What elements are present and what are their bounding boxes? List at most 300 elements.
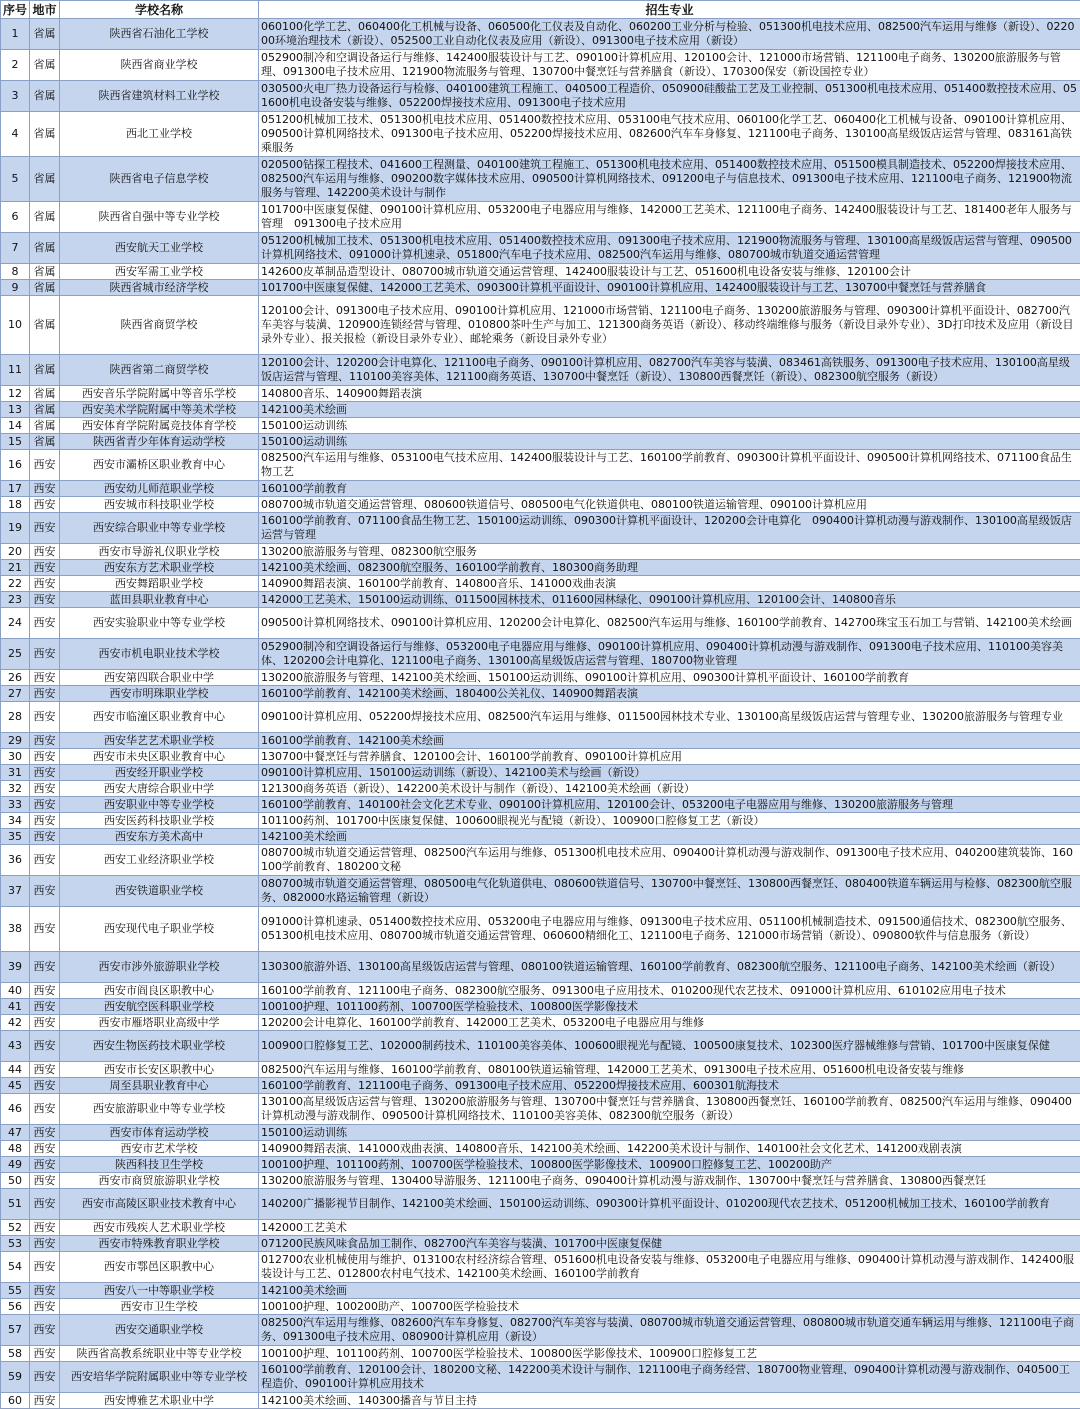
row-school-name: 西安市机电职业技术学校 [60, 639, 259, 670]
table-row [1, 481, 1080, 497]
row-majors: 121300商务英语（新设）、142200美术设计与制作（新设）、142100美术绘画（新设） [259, 781, 1080, 797]
row-school-name: 西安市艺术学校 [60, 1141, 259, 1157]
row-region: 西安 [30, 1220, 60, 1236]
row-majors: 142100美术绘画 [259, 1283, 1080, 1299]
table-row [1, 1220, 1080, 1236]
row-region: 省属 [30, 355, 60, 386]
row-region: 西安 [30, 1062, 60, 1078]
row-region: 西安 [30, 952, 60, 983]
row-majors: 160100学前教育、121100电子商务、082300航空服务、091300电子应用技术、010200现代农艺技术、091000计算机应用、610102应用电子技术 [259, 983, 1080, 999]
table-row [1, 1393, 1080, 1409]
row-majors: 100100护理、101100药剂、100700医学检验技术、100800医学影像技术、100900口腔修复工艺 [259, 1346, 1080, 1362]
row-majors: 160100学前教育、120100会计、180200文秘、142200美术设计与制作、121100电子商务经营、180700物业管理、090400计算机动漫与游戏制作、040500工程造价、090100计算机应用技术 [259, 1362, 1080, 1393]
row-index: 21 [1, 560, 30, 576]
row-region: 西安 [30, 592, 60, 608]
row-school-name: 西安体育学院附属竞技体育学校 [60, 418, 259, 434]
row-school-name: 西安医药科技职业学校 [60, 813, 259, 829]
row-region: 省属 [30, 264, 60, 280]
row-region: 西安 [30, 450, 60, 481]
row-index: 23 [1, 592, 30, 608]
row-school-name: 陕西省商贸学校 [60, 296, 259, 355]
row-index: 55 [1, 1283, 30, 1299]
row-majors: 142600皮革制品造型设计、080700城市轨道交通运营管理、142400服装设计与工艺、051600机电设备安装与维修、120100会计 [259, 264, 1080, 280]
table-row [1, 418, 1080, 434]
row-index: 54 [1, 1252, 30, 1283]
row-school-name: 西安实验职业中等专业学校 [60, 608, 259, 639]
table-row [1, 797, 1080, 813]
row-region: 西安 [30, 670, 60, 686]
row-majors: 130100高星级饭店运营与管理、130200旅游服务与管理、130700中餐烹饪与营养膳食、130800西餐烹饪、160100学前教育、082500汽车运用与维修、090400计算机动漫与游戏制作、090500计算机网络技术、110100美容美体、082300航空服务（新设） [259, 1094, 1080, 1125]
table-row [1, 1094, 1080, 1125]
row-school-name: 西安舞蹈职业学校 [60, 576, 259, 592]
row-majors: 160100学前教育、071100食品生物工艺、150100运动训练、090300计算机平面设计、120200会计电算化 090400计算机动漫与游戏制作、130100高星级饭店运营与管理 [259, 513, 1080, 544]
row-region: 西安 [30, 1252, 60, 1283]
row-index: 13 [1, 402, 30, 418]
row-index: 28 [1, 702, 30, 733]
row-school-name: 陕西省第二商贸学校 [60, 355, 259, 386]
table-row [1, 845, 1080, 876]
table-row [1, 1362, 1080, 1393]
table-row [1, 19, 1080, 50]
row-index: 30 [1, 749, 30, 765]
row-index: 45 [1, 1078, 30, 1094]
header-school-name: 学校名称 [60, 1, 259, 19]
header-index: 序号 [1, 1, 30, 19]
row-region: 省属 [30, 434, 60, 450]
row-region: 省属 [30, 296, 60, 355]
row-region: 西安 [30, 608, 60, 639]
table-row [1, 592, 1080, 608]
row-school-name: 西安市灞桥区职业教育中心 [60, 450, 259, 481]
row-region: 西安 [30, 1078, 60, 1094]
row-school-name: 西安市临潼区职业教育中心 [60, 702, 259, 733]
table-row [1, 450, 1080, 481]
row-index: 60 [1, 1393, 30, 1409]
row-school-name: 西安旅游职业中等专业学校 [60, 1094, 259, 1125]
table-row [1, 355, 1080, 386]
row-school-name: 西安市残疾人艺术职业学校 [60, 1220, 259, 1236]
table-row [1, 829, 1080, 845]
row-majors: 120100会计、120200会计电算化、121100电子商务、090100计算机应用、082700汽车美容与装潢、083461高铁服务、091300电子技术应用、130100高星级饭店运营与管理、110100美容美体、121100商务英语、130700中餐烹饪（新设）、130800西餐烹饪（新设）、082300航空服务（新设） [259, 355, 1080, 386]
row-index: 22 [1, 576, 30, 592]
row-region: 西安 [30, 765, 60, 781]
row-region: 省属 [30, 112, 60, 157]
table-row [1, 1078, 1080, 1094]
row-region: 西安 [30, 1015, 60, 1031]
row-school-name: 陕西省建筑材料工业学校 [60, 81, 259, 112]
row-region: 西安 [30, 497, 60, 513]
row-school-name: 西安八一中等职业学校 [60, 1283, 259, 1299]
table-row [1, 749, 1080, 765]
row-majors: 082500汽车运用与维修、082600汽车车身修复、082700汽车美容与装潢、080700城市轨道交通运营管理、080800城市轨道交通车辆运用与维修、121100电子商务、091300电子技术应用、080900计算机应用（新设） [259, 1315, 1080, 1346]
row-majors: 150100运动训练 [259, 418, 1080, 434]
row-school-name: 西安市体育运动学校 [60, 1125, 259, 1141]
row-school-name: 西北工业学校 [60, 112, 259, 157]
row-school-name: 西安市长安区职教中心 [60, 1062, 259, 1078]
row-majors: 101700中医康复保健、142000工艺美术、090300计算机平面设计、090100计算机应用、142400服装设计与工艺、130700中餐烹饪与营养膳食 [259, 280, 1080, 296]
row-region: 西安 [30, 907, 60, 952]
row-school-name: 西安幼儿师范职业学校 [60, 481, 259, 497]
row-index: 15 [1, 434, 30, 450]
row-index: 29 [1, 733, 30, 749]
row-index: 58 [1, 1346, 30, 1362]
row-index: 8 [1, 264, 30, 280]
table-row [1, 733, 1080, 749]
table-row [1, 813, 1080, 829]
row-index: 38 [1, 907, 30, 952]
row-majors: 160100学前教育、121100电子商务、091300电子技术应用、052200焊接技术应用、600301航海技术 [259, 1078, 1080, 1094]
row-index: 27 [1, 686, 30, 702]
table-row [1, 386, 1080, 402]
row-region: 西安 [30, 1299, 60, 1315]
row-region: 西安 [30, 781, 60, 797]
row-index: 2 [1, 50, 30, 81]
row-school-name: 西安城市科技职业学校 [60, 497, 259, 513]
row-school-name: 西安生物医药技术职业学校 [60, 1031, 259, 1062]
row-majors: 090100计算机应用、052200焊接技术应用、082500汽车运用与维修、011500园林技术专业、130100高星级饭店运营与管理专业、130200旅游服务与管理专业 [259, 702, 1080, 733]
table-row [1, 1157, 1080, 1173]
row-school-name: 西安培华学院附属职业中等专业学校 [60, 1362, 259, 1393]
row-school-name: 陕西省自强中等专业学校 [60, 202, 259, 233]
row-index: 36 [1, 845, 30, 876]
row-school-name: 陕西科技卫生学校 [60, 1157, 259, 1173]
table-row [1, 876, 1080, 907]
row-school-name: 西安市雁塔职业高级中学 [60, 1015, 259, 1031]
table-row [1, 1299, 1080, 1315]
row-majors: 090500计算机网络技术、090100计算机应用、120200会计电算化、082500汽车运用与维修、160100学前教育、142700珠宝玉石加工与营销、142100美术绘画 [259, 608, 1080, 639]
row-majors: 142100美术绘画 [259, 402, 1080, 418]
row-majors: 100100护理、101100药剂、100700医学检验技术、100800医学影像技术 [259, 999, 1080, 1015]
row-index: 39 [1, 952, 30, 983]
row-index: 5 [1, 157, 30, 202]
row-majors: 160100学前教育 [259, 481, 1080, 497]
row-region: 西安 [30, 481, 60, 497]
row-region: 西安 [30, 639, 60, 670]
row-school-name: 陕西省石油化工学校 [60, 19, 259, 50]
row-majors: 140800音乐、140900舞蹈表演 [259, 386, 1080, 402]
row-index: 18 [1, 497, 30, 513]
row-school-name: 西安市商贸旅游职业学校 [60, 1173, 259, 1189]
table-row [1, 112, 1080, 157]
row-region: 西安 [30, 1031, 60, 1062]
row-school-name: 西安经开职业学校 [60, 765, 259, 781]
row-majors: 052900制冷和空调设备运行与维修、142400服装设计与工艺、090100计算机应用、120100会计、121000市场营销、121100电子商务、130200旅游服务与管理、091300电子技术应用、121900物流服务与管理、130700中餐烹饪与营养膳食（新设）、170300保安（新设国控专业） [259, 50, 1080, 81]
row-index: 44 [1, 1062, 30, 1078]
row-school-name: 西安市鄠邑区职教中心 [60, 1252, 259, 1283]
row-index: 47 [1, 1125, 30, 1141]
row-region: 西安 [30, 813, 60, 829]
row-majors: 142100美术绘画 [259, 829, 1080, 845]
row-majors: 051200机械加工技术、051300机电技术应用、051400数控技术应用、091300电子技术应用、121900物流服务与管理、130100高星级饭店运营与管理、090500计算机网络技术、091000计算机速录、051800汽车电子技术应用、082500汽车运用与维修、080700城市轨道交通运营管理 [259, 233, 1080, 264]
row-index: 16 [1, 450, 30, 481]
row-region: 西安 [30, 1173, 60, 1189]
row-school-name: 周至县职业教育中心 [60, 1078, 259, 1094]
row-index: 32 [1, 781, 30, 797]
row-majors: 100100护理、100200助产、100700医学检验技术 [259, 1299, 1080, 1315]
row-majors: 142000工艺美术、150100运动训练、011500园林技术、011600园林绿化、090100计算机应用、120100会计、140800音乐 [259, 592, 1080, 608]
table-row [1, 402, 1080, 418]
row-index: 48 [1, 1141, 30, 1157]
table-row [1, 702, 1080, 733]
row-majors: 140900舞蹈表演、160100学前教育、140800音乐、141000戏曲表演 [259, 576, 1080, 592]
row-majors: 101700中医康复保健、090100计算机应用、053200电子电器应用与维修、142000工艺美术、121100电子商务、142400服装设计与工艺、181400老年人服务与管理 091300电子技术应用 [259, 202, 1080, 233]
row-majors: 160100学前教育、142100美术绘画、180400公关礼仪、140900舞蹈表演 [259, 686, 1080, 702]
row-index: 33 [1, 797, 30, 813]
row-region: 省属 [30, 280, 60, 296]
row-index: 41 [1, 999, 30, 1015]
table-row [1, 1236, 1080, 1252]
row-region: 省属 [30, 157, 60, 202]
row-region: 西安 [30, 749, 60, 765]
row-majors: 150100运动训练 [259, 1125, 1080, 1141]
table-row [1, 670, 1080, 686]
table-row [1, 781, 1080, 797]
row-majors: 120100会计、091300电子技术应用、090100计算机应用、121000市场营销、121100电子商务、130200旅游服务与管理、090300计算机平面设计、082700汽车美容与装潢、120900连锁经营与管理、010800茶叶生产与加工、121300商务英语（新设）、移动终端维修与服务（新设目录外专业）、3D打印技术及应用（新设目录外专业）、报关报检（新设目录外专业）、邮轮乘务（新设目录外专业） [259, 296, 1080, 355]
row-index: 6 [1, 202, 30, 233]
row-region: 西安 [30, 797, 60, 813]
row-school-name: 西安铁道职业学校 [60, 876, 259, 907]
row-index: 14 [1, 418, 30, 434]
row-school-name: 陕西省商业学校 [60, 50, 259, 81]
row-index: 9 [1, 280, 30, 296]
row-index: 50 [1, 1173, 30, 1189]
row-index: 57 [1, 1315, 30, 1346]
row-region: 西安 [30, 845, 60, 876]
table-row [1, 952, 1080, 983]
table-row [1, 999, 1080, 1015]
table-row [1, 1062, 1080, 1078]
row-region: 省属 [30, 418, 60, 434]
table-row [1, 544, 1080, 560]
table-row [1, 560, 1080, 576]
row-school-name: 陕西省电子信息学校 [60, 157, 259, 202]
row-index: 40 [1, 983, 30, 999]
row-index: 42 [1, 1015, 30, 1031]
row-majors: 082500汽车运用与维修、053100电气技术应用、142400服装设计与工艺、160100学前教育、090300计算机平面设计、090500计算机网络技术、071100食品生物工艺 [259, 450, 1080, 481]
row-majors: 060100化学工艺、060400化工机械与设备、060500化工仪表及自动化、060200工业分析与检验、051300机电技术应用、082500汽车运用与维修（新设）、022000环境治理技术（新设）、052500工业自动化仪表及应用（新设）、091300电子技术应用（新设） [259, 19, 1080, 50]
row-region: 西安 [30, 1125, 60, 1141]
row-index: 59 [1, 1362, 30, 1393]
row-school-name: 西安市高陵区职业技术教育中心 [60, 1189, 259, 1220]
row-region: 西安 [30, 576, 60, 592]
row-school-name: 西安军需工业学校 [60, 264, 259, 280]
row-region: 西安 [30, 560, 60, 576]
table-row [1, 264, 1080, 280]
row-index: 19 [1, 513, 30, 544]
table-row [1, 1283, 1080, 1299]
table-row [1, 1252, 1080, 1283]
row-school-name: 蓝田县职业教育中心 [60, 592, 259, 608]
row-region: 西安 [30, 1141, 60, 1157]
table-row [1, 608, 1080, 639]
row-index: 25 [1, 639, 30, 670]
row-majors: 080700城市轨道交通运营管理、080500电气化轨道供电、080600铁道信号、130700中餐烹饪、130800西餐烹饪、080400铁道车辆运用与检修、082300航空服务、082000水路运输管理（新设） [259, 876, 1080, 907]
row-school-name: 西安大唐综合职业中学 [60, 781, 259, 797]
row-school-name: 西安东方艺术职业学校 [60, 560, 259, 576]
row-index: 20 [1, 544, 30, 560]
row-school-name: 西安市未央区职业教育中心 [60, 749, 259, 765]
row-index: 11 [1, 355, 30, 386]
table-row [1, 1315, 1080, 1346]
row-majors: 130200旅游服务与管理、142100美术绘画、150100运动训练、090100计算机应用、090300计算机平面设计、160100学前教育 [259, 670, 1080, 686]
row-region: 西安 [30, 1189, 60, 1220]
row-index: 49 [1, 1157, 30, 1173]
table-row [1, 1031, 1080, 1062]
row-majors: 130200旅游服务与管理、082300航空服务 [259, 544, 1080, 560]
table-row [1, 1141, 1080, 1157]
table-row [1, 81, 1080, 112]
row-region: 省属 [30, 402, 60, 418]
row-school-name: 西安市卫生学校 [60, 1299, 259, 1315]
row-index: 51 [1, 1189, 30, 1220]
row-index: 37 [1, 876, 30, 907]
row-majors: 030500火电厂热力设备运行与检修、040100建筑工程施工、040500工程造价、050900硅酸盐工艺及工业控制、051300机电技术应用、051400数控技术应用、051600机电设备安装与维修、052200焊接技术应用、091300电子技术应用 [259, 81, 1080, 112]
row-school-name: 西安市明珠职业学校 [60, 686, 259, 702]
row-region: 省属 [30, 81, 60, 112]
row-region: 西安 [30, 1393, 60, 1409]
row-majors: 051200机械加工技术、051300机电技术应用、051400数控技术应用、053100电气技术应用、060100化学工艺、060400化工机械与设备、090100计算机应用、090500计算机网络技术、091300电子技术应用、052200焊接技术应用、082600汽车车身修复、121100电子商务、130100高星级饭店运营与管理、083161高铁乘服务 [259, 112, 1080, 157]
row-school-name: 西安博雅艺术职业中学 [60, 1393, 259, 1409]
row-region: 省属 [30, 386, 60, 402]
row-region: 西安 [30, 1157, 60, 1173]
table-row [1, 280, 1080, 296]
row-index: 26 [1, 670, 30, 686]
row-school-name: 陕西省城市经济学校 [60, 280, 259, 296]
row-school-name: 西安职业中等专业学校 [60, 797, 259, 813]
row-region: 西安 [30, 702, 60, 733]
row-school-name: 西安航空医科职业学校 [60, 999, 259, 1015]
row-index: 31 [1, 765, 30, 781]
row-region: 西安 [30, 1283, 60, 1299]
row-region: 西安 [30, 1346, 60, 1362]
row-region: 省属 [30, 202, 60, 233]
row-majors: 142100美术绘画、082300航空服务、160100学前教育、180300商务助理 [259, 560, 1080, 576]
row-index: 52 [1, 1220, 30, 1236]
row-majors: 101100药剂、101700中医康复保健、100600眼视光与配镜（新设）、100900口腔修复工艺（新设） [259, 813, 1080, 829]
row-region: 西安 [30, 733, 60, 749]
row-majors: 090100计算机应用、150100运动训练（新设）、142100美术与绘画（新设） [259, 765, 1080, 781]
row-index: 10 [1, 296, 30, 355]
row-majors: 160100学前教育、140100社会文化艺术专业、090100计算机应用、120100会计、053200电子电器应用与维修、130200旅游服务与管理 [259, 797, 1080, 813]
row-index: 34 [1, 813, 30, 829]
row-school-name: 西安交通职业学校 [60, 1315, 259, 1346]
row-school-name: 西安第四联合职业中学 [60, 670, 259, 686]
table-row [1, 1346, 1080, 1362]
row-region: 西安 [30, 999, 60, 1015]
row-majors: 012700农业机械使用与维护、013100农村经济综合管理、051600机电设备安装与维修、053200电子电器应用与维修、090400计算机动漫与游戏制作、142400服装设计与工艺、012800农村电气技术、142100美术绘画、160100学前教育 [259, 1252, 1080, 1283]
row-region: 西安 [30, 513, 60, 544]
row-majors: 130200旅游服务与管理、130400导游服务、121100电子商务、090400计算机动漫与游戏制作、130700中餐烹饪与营养膳食、130800西餐烹饪 [259, 1173, 1080, 1189]
row-index: 1 [1, 19, 30, 50]
row-majors: 130300旅游外语、130100高星级饭店运营与管理、080100铁道运输管理、160100学前教育、082300航空服务、121100电子商务、142100美术绘画（新设） [259, 952, 1080, 983]
table-row [1, 765, 1080, 781]
row-majors: 140900舞蹈表演、141000戏曲表演、140800音乐、142100美术绘画、142200美术设计与制作、140100社会文化艺术、141200戏剧表演 [259, 1141, 1080, 1157]
row-majors: 140200广播影视节目制作、142100美术绘画、150100运动训练、090300计算机平面设计、010200现代农艺技术、051200机械加工技术、160100学前教育 [259, 1189, 1080, 1220]
table-row [1, 202, 1080, 233]
row-school-name: 西安综合职业中等专业学校 [60, 513, 259, 544]
row-index: 43 [1, 1031, 30, 1062]
row-school-name: 西安现代电子职业学校 [60, 907, 259, 952]
row-majors: 142000工艺美术 [259, 1220, 1080, 1236]
row-school-name: 陕西省高教系统职业中等专业学校 [60, 1346, 259, 1362]
row-majors: 091000计算机速录、051400数控技术应用、053200电子电器应用与维修、091300电子技术应用、051100机械制造技术、091500通信技术、082300航空服务、051300机电技术应用、080700城市轨道交通运营管理、060600精细化工、121100电子商务、121000市场营销（新设）、090800软件与信息服务（新设） [259, 907, 1080, 952]
row-index: 12 [1, 386, 30, 402]
table-row [1, 907, 1080, 952]
row-region: 西安 [30, 1236, 60, 1252]
table-row [1, 434, 1080, 450]
row-majors: 130700中餐烹饪与营养膳食、120100会计、160100学前教育、090100计算机应用 [259, 749, 1080, 765]
row-majors: 120200会计电算化、160100学前教育、142000工艺美术、053200电子电器应用与维修 [259, 1015, 1080, 1031]
row-school-name: 陕西省青少年体育运动学校 [60, 434, 259, 450]
row-index: 46 [1, 1094, 30, 1125]
table-row [1, 576, 1080, 592]
row-school-name: 西安东方美术高中 [60, 829, 259, 845]
row-majors: 100100护理、101100药剂、100700医学检验技术、100800医学影像技术、100900口腔修复工艺、100200助产 [259, 1157, 1080, 1173]
row-majors: 142100美术绘画、140300播音与节目主持 [259, 1393, 1080, 1409]
table-row [1, 233, 1080, 264]
row-region: 西安 [30, 686, 60, 702]
row-region: 西安 [30, 876, 60, 907]
row-region: 省属 [30, 233, 60, 264]
row-region: 西安 [30, 1094, 60, 1125]
table-row [1, 1173, 1080, 1189]
row-index: 3 [1, 81, 30, 112]
table-row [1, 686, 1080, 702]
table-row [1, 157, 1080, 202]
row-index: 17 [1, 481, 30, 497]
row-index: 53 [1, 1236, 30, 1252]
table-row [1, 296, 1080, 355]
row-majors: 020500钻探工程技术、041600工程测量、040100建筑工程施工、051300机电技术应用、051400数控技术应用、051500模具制造技术、052200焊接技术应用、082500汽车运用与维修、090200数字媒体技术应用、090500计算机网络技术、091200电子与信息技术、091300电子技术应用、121100电子商务、121900物流服务与管理、142200美术设计与制作 [259, 157, 1080, 202]
row-school-name: 西安市阎良区职教中心 [60, 983, 259, 999]
table-row [1, 50, 1080, 81]
row-majors: 080700城市轨道交通运营管理、080600铁道信号、080500电气化铁道供电、080100铁道运输管理、090100计算机应用 [259, 497, 1080, 513]
row-index: 35 [1, 829, 30, 845]
row-region: 省属 [30, 50, 60, 81]
row-region: 省属 [30, 19, 60, 50]
table-row [1, 983, 1080, 999]
row-region: 西安 [30, 983, 60, 999]
table-row [1, 1189, 1080, 1220]
row-majors: 100900口腔修复工艺、102000制药技术、110100美容美体、100600眼视光与配镜、100500康复技术、102300医疗器械维修与营销、101700中医康复保健 [259, 1031, 1080, 1062]
row-school-name: 西安市特殊教育职业学校 [60, 1236, 259, 1252]
row-school-name: 西安华艺艺术职业学校 [60, 733, 259, 749]
row-school-name: 西安工业经济职业学校 [60, 845, 259, 876]
row-majors: 080700城市轨道交通运营管理、082500汽车运用与维修、051300机电技术应用、090400计算机动漫与游戏制作、091300电子技术应用、040200建筑装饰、160100学前教育、180200文秘 [259, 845, 1080, 876]
row-region: 西安 [30, 1315, 60, 1346]
header-majors: 招生专业 [259, 1, 1080, 19]
row-school-name: 西安市导游礼仪职业学校 [60, 544, 259, 560]
row-index: 4 [1, 112, 30, 157]
row-school-name: 西安美术学院附属中等美术学校 [60, 402, 259, 418]
row-region: 西安 [30, 544, 60, 560]
row-region: 西安 [30, 1362, 60, 1393]
row-majors: 160100学前教育、142100美术绘画 [259, 733, 1080, 749]
table-row [1, 1125, 1080, 1141]
table-row [1, 497, 1080, 513]
header-region: 地市 [30, 1, 60, 19]
row-school-name: 西安市涉外旅游职业学校 [60, 952, 259, 983]
row-school-name: 西安音乐学院附属中等音乐学校 [60, 386, 259, 402]
table-header-row [1, 1, 1080, 19]
row-school-name: 西安航天工业学校 [60, 233, 259, 264]
row-index: 24 [1, 608, 30, 639]
table-row [1, 513, 1080, 544]
row-majors: 052900制冷和空调设备运行与维修、053200电子电器应用与维修、090100计算机应用、090400计算机动漫与游戏制作、091300电子技术应用、110100美容美体、120200会计电算化、121100电子商务、130100高星级饭店运营与管理、180700物业管理 [259, 639, 1080, 670]
row-region: 西安 [30, 829, 60, 845]
table-body [1, 19, 1080, 1409]
row-index: 7 [1, 233, 30, 264]
